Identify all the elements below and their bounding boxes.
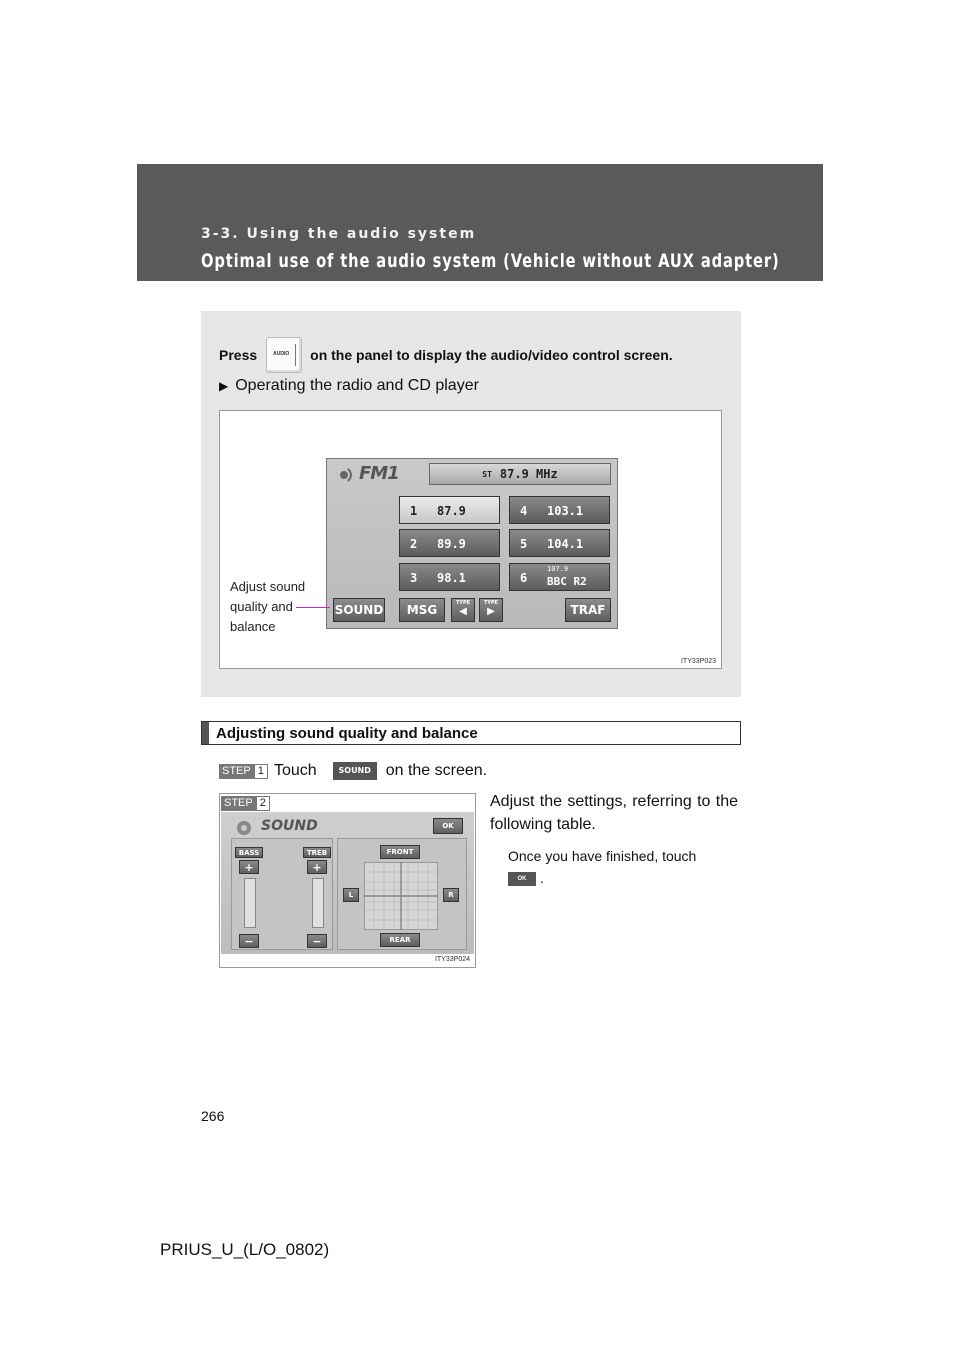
- bass-level-bar: [244, 878, 256, 928]
- section-label: 3-3. Using the audio system: [201, 226, 477, 242]
- preset-button-5[interactable]: [509, 529, 610, 557]
- figure-id: ITY33P023: [680, 658, 716, 665]
- footer-code: PRIUS_U_(L/O_0802): [160, 1240, 330, 1259]
- preset-number: 4: [520, 504, 528, 518]
- radio-figure: [219, 410, 722, 669]
- step-1-after: on the screen.: [385, 762, 488, 779]
- stereo-indicator: ST: [482, 469, 492, 479]
- speaker-icon: [235, 818, 257, 838]
- press-prefix: Press: [219, 347, 258, 363]
- sound-title: SOUND: [261, 818, 318, 834]
- operation-heading: [219, 377, 479, 395]
- page-number: 266: [201, 1108, 225, 1124]
- ok-button-icon: OK: [508, 872, 536, 886]
- preset-subtext: 107.9: [547, 565, 569, 573]
- front-button[interactable]: FRONT: [380, 845, 420, 859]
- callout-line-2: quality and: [230, 599, 293, 614]
- sound-button-icon: SOUND: [333, 762, 377, 780]
- type-label: TYPE: [455, 600, 471, 606]
- callout-line-3: balance: [230, 619, 276, 634]
- step-2-note-end: .: [540, 870, 544, 886]
- step-number: 1: [254, 764, 268, 779]
- preset-number: 2: [410, 537, 418, 551]
- press-suffix: on the panel to display the audio/video control screen.: [310, 347, 673, 363]
- preset-frequency: 103.1: [547, 504, 584, 518]
- subsection-heading-text: Adjusting sound quality and balance: [216, 725, 478, 742]
- preset-button-3[interactable]: [399, 563, 500, 591]
- sound-figure: [219, 793, 476, 968]
- press-instruction: [219, 337, 673, 373]
- step-word: STEP: [221, 796, 256, 811]
- step-2-note: [508, 845, 736, 889]
- step-word: STEP: [219, 764, 254, 779]
- callout-text: [230, 577, 305, 637]
- preset-button-2[interactable]: [399, 529, 500, 557]
- traf-button[interactable]: TRAF: [565, 598, 611, 622]
- left-button[interactable]: L: [343, 888, 359, 902]
- preset-button-6[interactable]: [509, 563, 610, 591]
- radio-wave-icon: [337, 465, 357, 485]
- sound-screen: [221, 812, 474, 954]
- triangle-bullet-icon: ▶: [219, 379, 229, 393]
- page-title: Optimal use of the audio system (Vehicle without AUX adapter): [201, 250, 780, 272]
- bass-label: BASS: [235, 847, 263, 858]
- sound-button[interactable]: SOUND: [333, 598, 385, 622]
- treb-minus-button[interactable]: −: [307, 934, 327, 948]
- step-2-tag: [221, 796, 270, 811]
- step-2-text: Adjust the settings, referring to the following table.: [490, 793, 738, 833]
- preset-frequency: 98.1: [437, 571, 466, 585]
- treb-plus-button[interactable]: +: [307, 860, 327, 874]
- audio-key-icon: [266, 337, 302, 373]
- right-button[interactable]: R: [443, 888, 459, 902]
- bass-plus-button[interactable]: +: [239, 860, 259, 874]
- ok-button[interactable]: OK: [433, 818, 463, 834]
- step-1-text: [274, 762, 487, 780]
- figure-id: ITY33P024: [434, 956, 470, 963]
- treb-level-bar: [312, 878, 324, 928]
- step-1-tag: [219, 764, 268, 779]
- audio-key-label: AUDIO: [273, 351, 290, 357]
- preset-button-4[interactable]: [509, 496, 610, 524]
- preset-number: 3: [410, 571, 418, 585]
- bass-minus-button[interactable]: −: [239, 934, 259, 948]
- balance-grid[interactable]: [364, 862, 438, 930]
- left-arrow-icon: ◀: [459, 606, 467, 617]
- step-1-before: Touch: [274, 762, 317, 779]
- band-label: FM1: [359, 463, 399, 484]
- frequency-readout: 87.9 MHz: [499, 467, 558, 481]
- preset-frequency: 104.1: [547, 537, 584, 551]
- radio-screen: [326, 458, 618, 629]
- preset-frequency: BBC R2: [547, 575, 587, 588]
- operation-heading-text: Operating the radio and CD player: [235, 377, 479, 394]
- step-number: 2: [256, 796, 270, 811]
- callout-line-1: Adjust sound: [230, 579, 306, 594]
- type-prev-button[interactable]: [451, 598, 475, 622]
- preset-number: 5: [520, 537, 528, 551]
- type-label: TYPE: [483, 600, 499, 606]
- preset-button-1[interactable]: [399, 496, 500, 524]
- rear-button[interactable]: REAR: [380, 933, 420, 947]
- heading-marker: [202, 722, 209, 744]
- step-2-note-text: Once you have finished, touch: [508, 848, 697, 864]
- type-next-button[interactable]: [479, 598, 503, 622]
- preset-number: 6: [520, 571, 528, 585]
- callout-leader-line: [296, 607, 330, 608]
- right-arrow-icon: ▶: [487, 606, 495, 617]
- msg-button[interactable]: MSG: [399, 598, 445, 622]
- subsection-heading: [201, 721, 741, 745]
- treb-label: TREB: [303, 847, 331, 858]
- preset-frequency: 87.9: [437, 504, 466, 518]
- frequency-display: [429, 463, 611, 485]
- preset-number: 1: [410, 504, 418, 518]
- preset-frequency: 89.9: [437, 537, 466, 551]
